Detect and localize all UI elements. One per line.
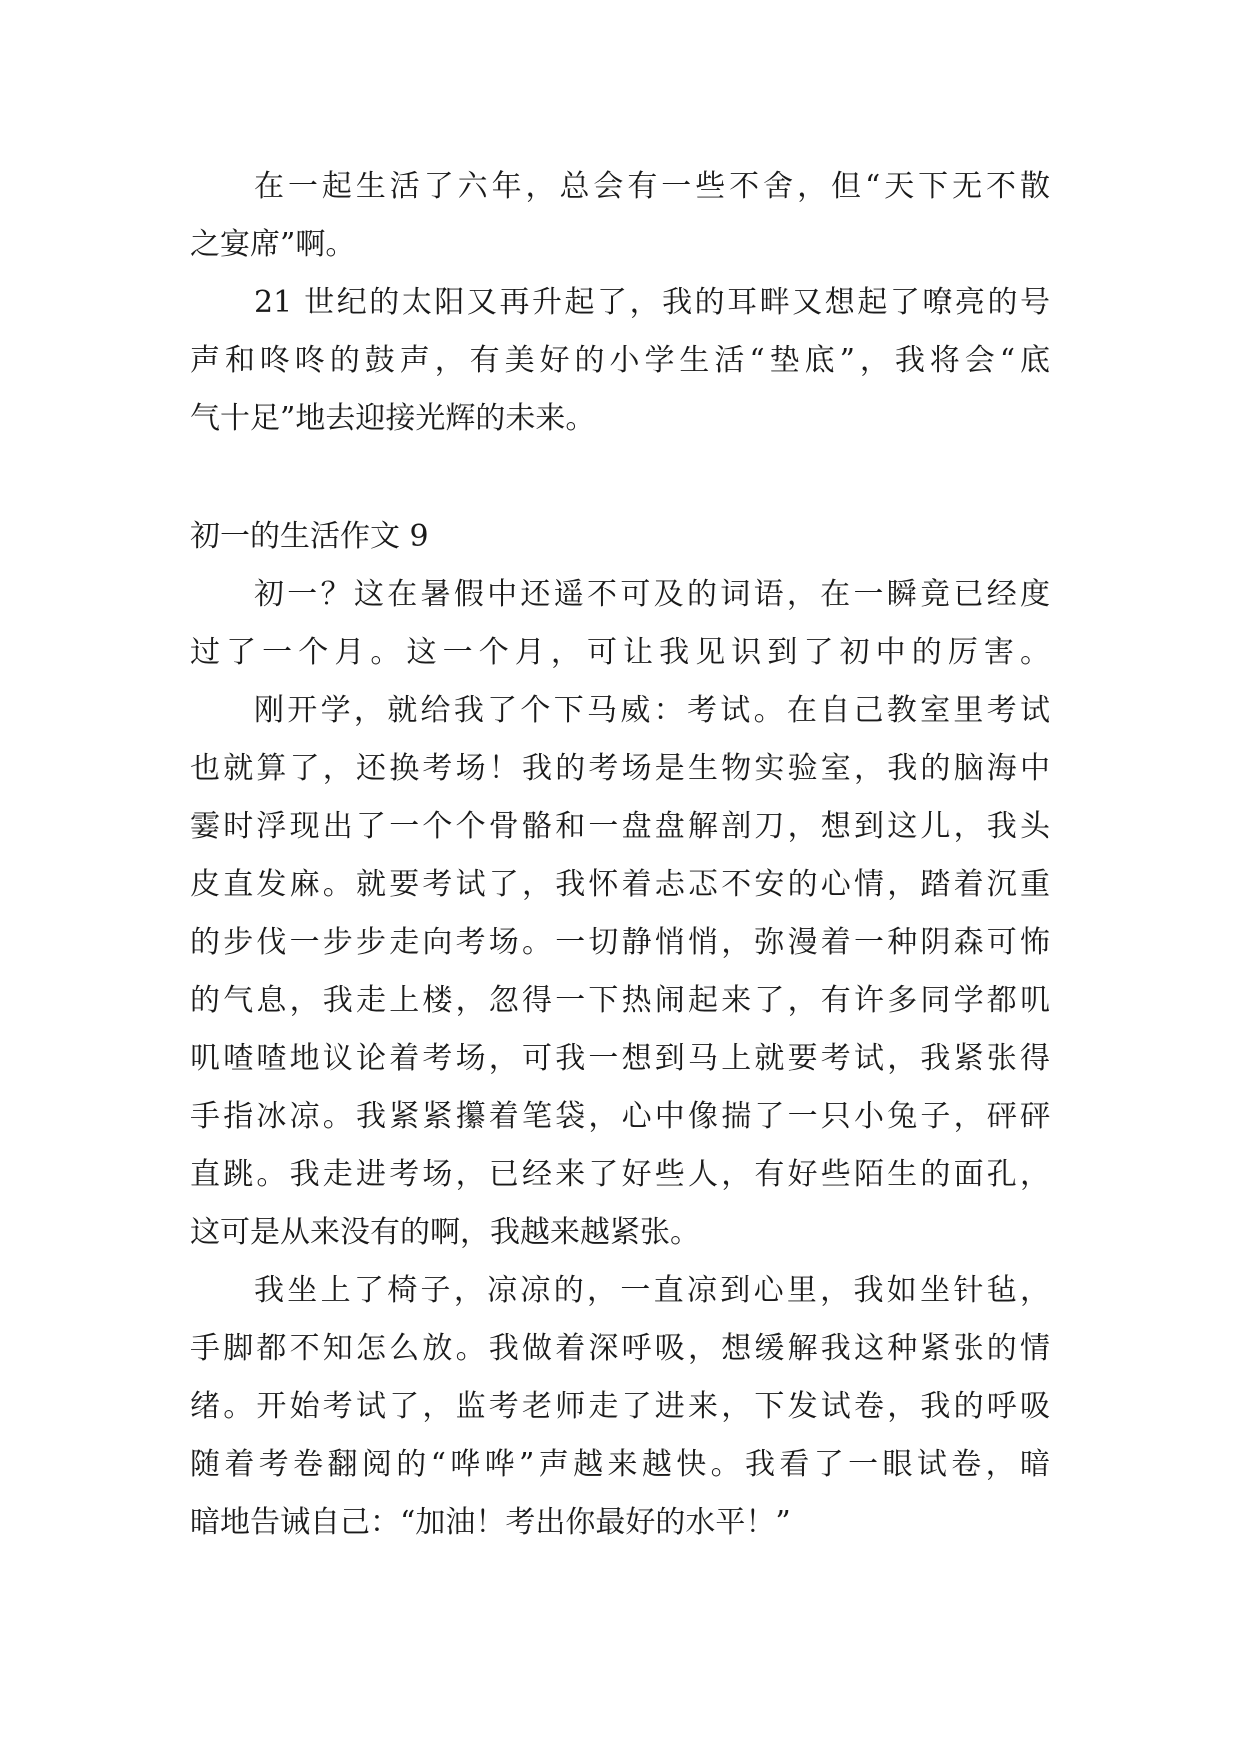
text-line: 刚开学，就给我了个下马威：考试。在自己教室里考试 — [254, 693, 1050, 728]
text-line: 我坐上了椅子，凉凉的，一直凉到心里，我如坐针毡， — [254, 1273, 1050, 1308]
text-line: 过了一个月。这一个月，可让我见识到了初中的厉害。 — [190, 635, 1050, 670]
text-line: 21 世纪的太阳又再升起了，我的耳畔又想起了嘹亮的号 — [254, 285, 1050, 320]
text-line: 绪。开始考试了，监考老师走了进来，下发试卷，我的呼吸 — [190, 1389, 1050, 1424]
text-line: 叽喳喳地议论着考场，可我一想到马上就要考试，我紧张得 — [190, 1041, 1050, 1076]
text-line: 这可是从来没有的啊，我越来越紧张。 — [190, 1215, 700, 1250]
text-line: 随着考卷翻阅的“哗哗”声越来越快。我看了一眼试卷，暗 — [190, 1447, 1050, 1482]
text-line: 皮直发麻。就要考试了，我怀着忐忑不安的心情，踏着沉重 — [190, 867, 1050, 902]
section-heading: 初一的生活作文 9 — [190, 519, 429, 554]
text-line: 之宴席”啊。 — [190, 227, 356, 262]
text-line: 气十足”地去迎接光辉的未来。 — [190, 401, 596, 436]
text-line: 直跳。我走进考场，已经来了好些人，有好些陌生的面孔， — [190, 1157, 1050, 1192]
text-line: 的气息，我走上楼，忽得一下热闹起来了，有许多同学都叽 — [190, 983, 1050, 1018]
text-line: 初一？这在暑假中还遥不可及的词语，在一瞬竟已经度 — [254, 577, 1050, 612]
text-line: 也就算了，还换考场！我的考场是生物实验室，我的脑海中 — [190, 751, 1050, 786]
text-line: 的步伐一步步走向考场。一切静悄悄，弥漫着一种阴森可怖 — [190, 925, 1050, 960]
text-line: 声和咚咚的鼓声，有美好的小学生活“垫底”，我将会“底 — [190, 343, 1050, 378]
text-line: 手指冰凉。我紧紧攥着笔袋，心中像揣了一只小兔子，砰砰 — [190, 1099, 1050, 1134]
text-line: 在一起生活了六年，总会有一些不舍，但“天下无不散 — [254, 169, 1050, 204]
text-line: 手脚都不知怎么放。我做着深呼吸，想缓解我这种紧张的情 — [190, 1331, 1050, 1366]
text-line: 霎时浮现出了一个个骨骼和一盘盘解剖刀，想到这儿，我头 — [190, 809, 1050, 844]
text-line: 暗地告诫自己：“加油！考出你最好的水平！” — [190, 1505, 791, 1540]
